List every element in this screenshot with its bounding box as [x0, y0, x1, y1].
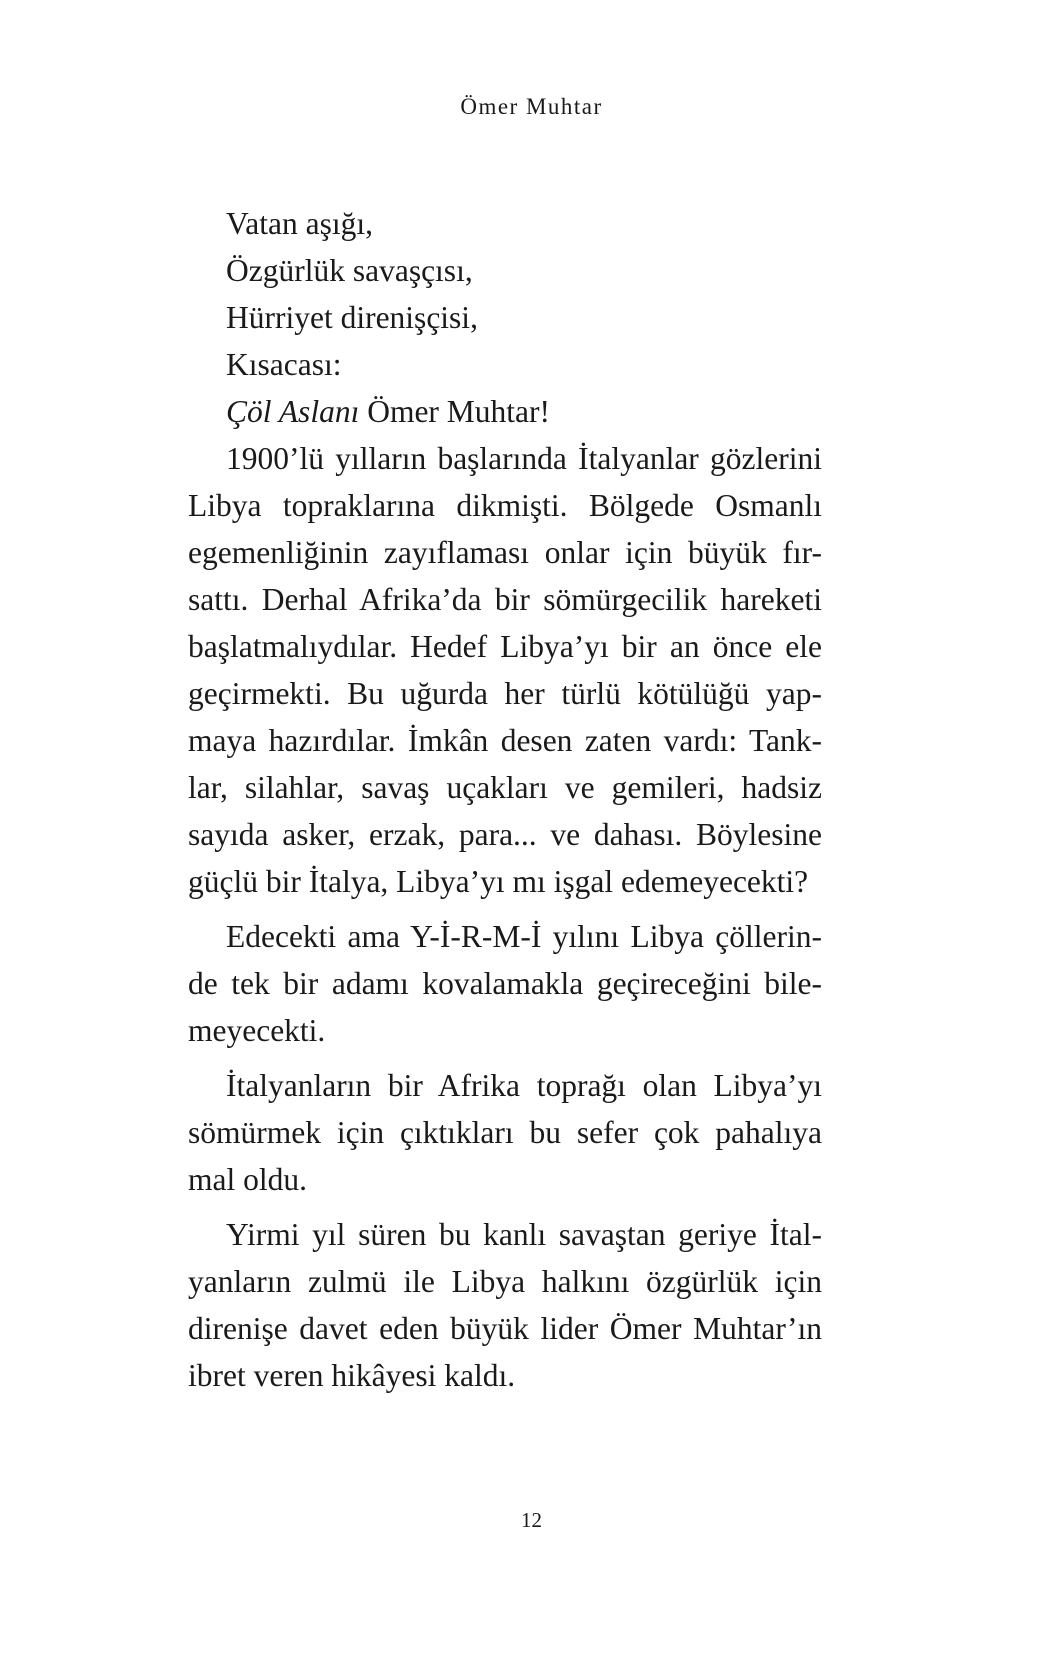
- paragraph-line: ibret veren hikâyesi kaldı.: [188, 1358, 516, 1393]
- paragraph-line: sömürmek için çıktıkları bu sefer çok pahalıya: [188, 1115, 822, 1150]
- paragraph-4: [188, 1211, 822, 1399]
- verse-italic-epithet: Çöl Aslanı: [226, 394, 360, 429]
- body-text: [188, 200, 822, 1399]
- paragraph-2: [188, 913, 822, 1054]
- paragraph-line: egemenliğinin zayıflaması onlar için büyük fır-: [188, 535, 822, 570]
- paragraph-line: başlatmalıydılar. Hedef Libya’yı bir an önce ele: [188, 629, 822, 664]
- paragraph-line: Edecekti ama Y-İ-R-M-İ yılını Libya çöllerin-: [226, 919, 822, 954]
- paragraph-line: yanların zulmü ile Libya halkını özgürlük için: [188, 1264, 822, 1299]
- paragraph-line: maya hazırdılar. İmkân desen zaten vardı: Tank-: [188, 723, 822, 758]
- paragraph-line: lar, silahlar, savaş uçakları ve gemileri, hadsiz: [188, 770, 822, 805]
- paragraph-line: güçlü bir İtalya, Libya’yı mı işgal edemeyecekti?: [188, 864, 809, 899]
- verse-line-3: Hürriyet direnişçisi,: [226, 300, 478, 335]
- page-number: 12: [521, 1508, 542, 1532]
- running-header: Ömer Muhtar: [460, 94, 603, 119]
- paragraph-line: 1900’lü yılların başlarında İtalyanlar gözlerini: [226, 441, 822, 476]
- paragraph-line: mal oldu.: [188, 1162, 307, 1197]
- verse-line-5: [188, 388, 822, 435]
- paragraph-line: geçirmekti. Bu uğurda her türlü kötülüğü yap-: [188, 676, 822, 711]
- paragraph-line: sattı. Derhal Afrika’da bir sömürgecilik hareketi: [188, 582, 822, 617]
- verse-line-4: Kısacası:: [226, 347, 342, 382]
- paragraph-line: Libya topraklarına dikmişti. Bölgede Osmanlı: [188, 488, 822, 523]
- paragraph-line: Yirmi yıl süren bu kanlı savaştan geriye İtal-: [226, 1217, 822, 1252]
- paragraph-line: meyecekti.: [188, 1013, 326, 1048]
- verse-line-2: Özgürlük savaşçısı,: [226, 253, 473, 288]
- paragraph-3: [188, 1062, 822, 1203]
- paragraph-1: [188, 435, 822, 905]
- paragraph-line: de tek bir adamı kovalamakla geçireceğini bile-: [188, 966, 822, 1001]
- paragraph-line: sayıda asker, erzak, para... ve dahası. Böylesine: [188, 817, 822, 852]
- verse-line-5-rest: Ömer Muhtar!: [359, 394, 551, 429]
- paragraph-line: direnişe davet eden büyük lider Ömer Muhtar’ın: [188, 1311, 822, 1346]
- verse-line-1: Vatan aşığı,: [226, 206, 373, 241]
- paragraph-line: İtalyanların bir Afrika toprağı olan Libya’yı: [226, 1068, 822, 1103]
